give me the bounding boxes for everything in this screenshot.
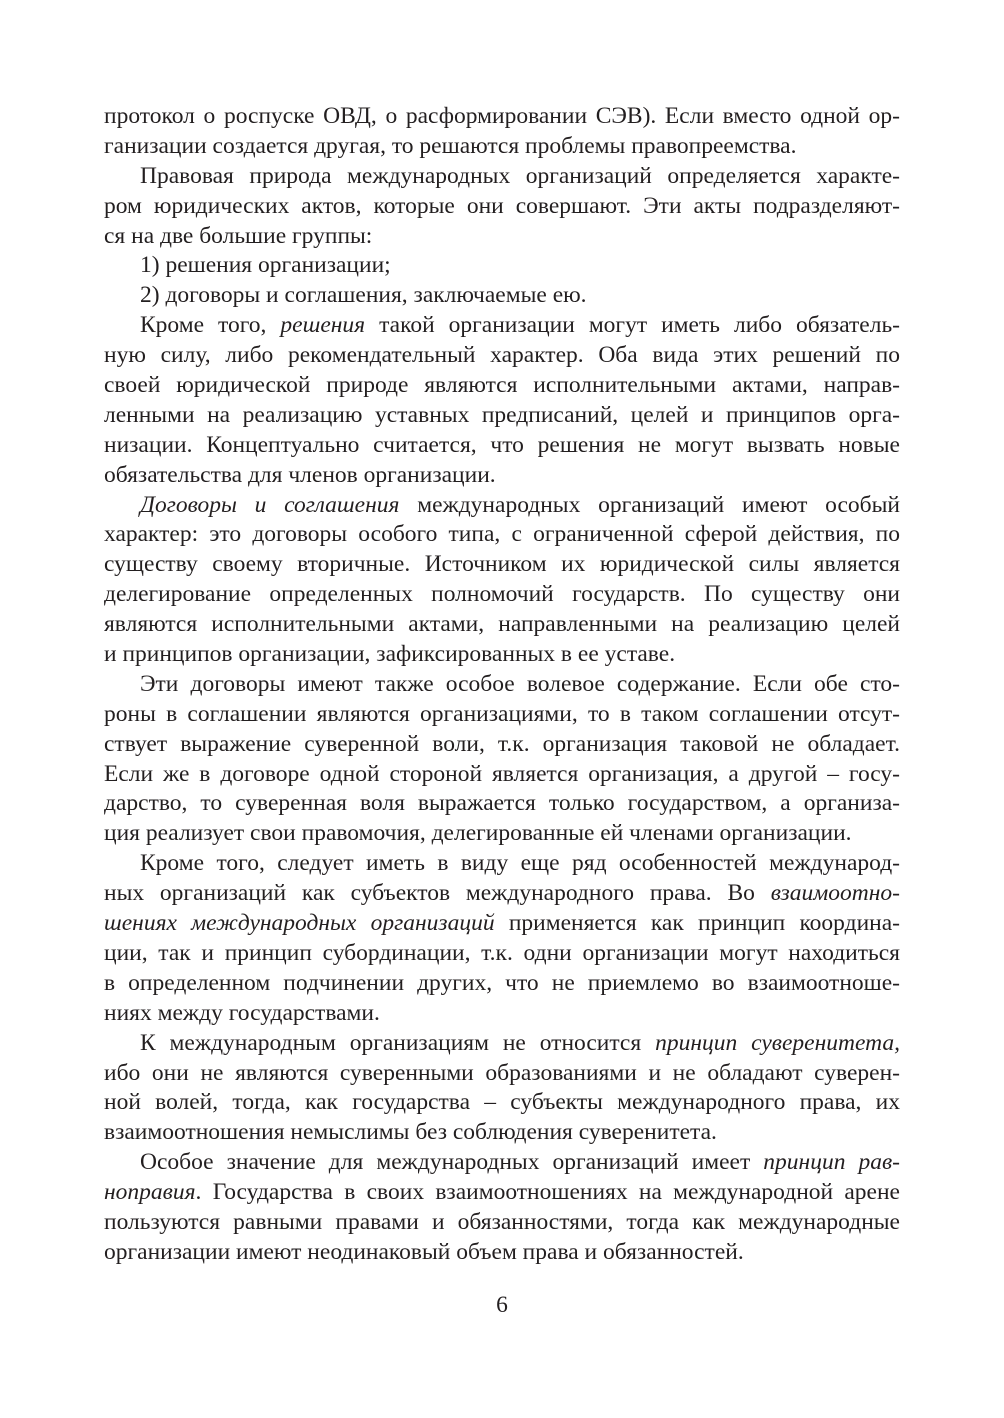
text-segment: ганизации создается другая, то решаются проблемы правопреемства. bbox=[104, 132, 797, 159]
text-segment: ибо они не являются суверенными образованиями и не обладают суверен- bbox=[104, 1059, 900, 1086]
text-segment: взаимоотношения немыслимы без соблюдения суверенитета. bbox=[104, 1119, 717, 1146]
text-segment: в определенном подчинении других, что не приемлемо во взаимоотноше- bbox=[104, 969, 900, 996]
text-segment: Эти договоры имеют также особое волевое содержание. Если обе сто- bbox=[140, 670, 900, 697]
text-segment: Если же в договоре одной стороной является организация, а другой – госу- bbox=[104, 760, 900, 787]
text-line bbox=[104, 879, 900, 909]
text-line bbox=[104, 700, 900, 730]
text-segment: применяется как принцип координа- bbox=[494, 910, 900, 937]
text-line bbox=[104, 969, 900, 999]
text-line bbox=[104, 789, 900, 819]
text-segment: Кроме того, следует иметь в виду еще ряд особенностей международ- bbox=[140, 850, 900, 877]
text-segment: 1) решения организации; bbox=[140, 252, 391, 279]
text-segment: 2) договоры и соглашения, заключаемые ею. bbox=[140, 282, 587, 309]
paragraph bbox=[104, 670, 900, 849]
text-line bbox=[104, 730, 900, 760]
text-segment: являются исполнительными актами, направленными на реализацию целей bbox=[104, 611, 900, 638]
italic-term: принцип суверенитета, bbox=[655, 1029, 900, 1056]
page-number: 6 bbox=[496, 1292, 508, 1318]
paragraph bbox=[104, 311, 900, 490]
text-line bbox=[104, 640, 900, 670]
paragraph bbox=[104, 491, 900, 670]
text-segment: обязательства для членов организации. bbox=[104, 461, 496, 488]
text-line bbox=[104, 1059, 900, 1089]
text-segment: ции, так и принцип субординации, т.к. одни организации могут находиться bbox=[104, 939, 900, 966]
text-segment: протокол о роспуске ОВД, о расформировании СЭВ). Если вместо одной ор- bbox=[104, 103, 900, 129]
text-line bbox=[104, 281, 900, 311]
text-segment: характер: это договоры особого типа, с ограниченной сферой действия, по bbox=[104, 521, 900, 548]
text-segment: своей юридической природе являются исполнительными актами, направ- bbox=[104, 372, 900, 399]
text-line bbox=[104, 132, 900, 162]
text-line bbox=[104, 670, 900, 700]
text-line bbox=[104, 162, 900, 192]
text-segment: ленными на реализацию уставных предписаний, целей и принципов орга- bbox=[104, 401, 900, 428]
text-segment: такой организации могут иметь либо обязатель- bbox=[365, 312, 900, 339]
text-line bbox=[104, 341, 900, 371]
text-line bbox=[104, 461, 900, 491]
paragraph bbox=[104, 1148, 900, 1268]
text-line bbox=[104, 550, 900, 580]
text-line bbox=[104, 610, 900, 640]
text-segment: ствует выражение суверенной воли, т.к. организация таковой не обладает. bbox=[104, 730, 900, 757]
text-line bbox=[104, 371, 900, 401]
text-segment: роны в соглашении являются организациями, то в таком соглашении отсут- bbox=[104, 700, 900, 727]
text-segment: ниях между государствами. bbox=[104, 999, 380, 1026]
paragraph bbox=[104, 281, 900, 311]
text-segment: низации. Концептуально считается, что решения не могут вызвать новые bbox=[104, 431, 900, 458]
text-line bbox=[104, 909, 900, 939]
text-line bbox=[104, 222, 900, 252]
text-segment: К международным организациям не относится bbox=[140, 1029, 656, 1056]
paragraph bbox=[104, 102, 900, 162]
paragraph bbox=[104, 849, 900, 1028]
text-segment: международных организаций имеют особый bbox=[399, 491, 900, 518]
text-segment: Правовая природа международных организаций определяется характе- bbox=[140, 162, 900, 189]
text-segment: и принципов организации, зафиксированных в ее уставе. bbox=[104, 641, 676, 668]
italic-term: решения bbox=[280, 312, 366, 339]
text-line bbox=[104, 401, 900, 431]
text-line bbox=[104, 1208, 900, 1238]
text-segment: ся на две большие группы: bbox=[104, 222, 373, 249]
page-body bbox=[104, 102, 900, 1268]
italic-term: принцип рав- bbox=[763, 1149, 901, 1176]
text-segment: ция реализует свои правомочия, делегированные ей членами организации. bbox=[104, 820, 852, 847]
text-segment: ром юридических актов, которые они совершают. Эти акты подразделяют- bbox=[104, 192, 900, 219]
text-segment: . Государства в своих взаимоотношениях на международной арене bbox=[195, 1179, 900, 1206]
text-segment: Кроме того, bbox=[140, 312, 281, 339]
text-segment: ной волей, тогда, как государства – субъекты международного права, их bbox=[104, 1089, 900, 1116]
text-line bbox=[104, 1178, 900, 1208]
italic-term: Договоры и соглашения bbox=[140, 491, 400, 518]
text-line bbox=[104, 1148, 900, 1178]
text-segment: ную силу, либо рекомендательный характер. Оба вида этих решений по bbox=[104, 342, 900, 369]
text-line bbox=[104, 520, 900, 550]
paragraph bbox=[104, 162, 900, 252]
text-line bbox=[104, 192, 900, 222]
italic-term: взаимоотно- bbox=[770, 880, 900, 907]
text-line bbox=[104, 819, 900, 849]
italic-term: шениях международных организаций bbox=[104, 910, 495, 937]
text-segment: организации имеют неодинаковый объем права и обязанностей. bbox=[104, 1238, 744, 1265]
text-line bbox=[104, 1238, 900, 1268]
text-line bbox=[104, 849, 900, 879]
text-line bbox=[104, 311, 900, 341]
text-segment: дарство, то суверенная воля выражается только государством, а организа- bbox=[104, 790, 900, 817]
text-line bbox=[104, 102, 900, 132]
text-line bbox=[104, 491, 900, 521]
text-line bbox=[104, 939, 900, 969]
italic-term: ноправия bbox=[104, 1179, 196, 1206]
text-line bbox=[104, 580, 900, 610]
text-line bbox=[104, 999, 900, 1029]
text-segment: пользуются равными правами и обязанностями, тогда как международные bbox=[104, 1208, 900, 1235]
text-segment: делегирование определенных полномочий государств. По существу они bbox=[104, 581, 900, 608]
paragraph bbox=[104, 251, 900, 281]
text-line bbox=[104, 1118, 900, 1148]
text-segment: Особое значение для международных организаций имеет bbox=[140, 1149, 764, 1176]
text-line bbox=[104, 251, 900, 281]
text-line bbox=[104, 1029, 900, 1059]
text-line bbox=[104, 760, 900, 790]
text-segment: существу своему вторичные. Источником их юридической силы является bbox=[104, 551, 900, 578]
text-line bbox=[104, 1088, 900, 1118]
text-line bbox=[104, 431, 900, 461]
paragraph bbox=[104, 1029, 900, 1149]
text-segment: ных организаций как субъектов международного права. Во bbox=[104, 880, 771, 907]
